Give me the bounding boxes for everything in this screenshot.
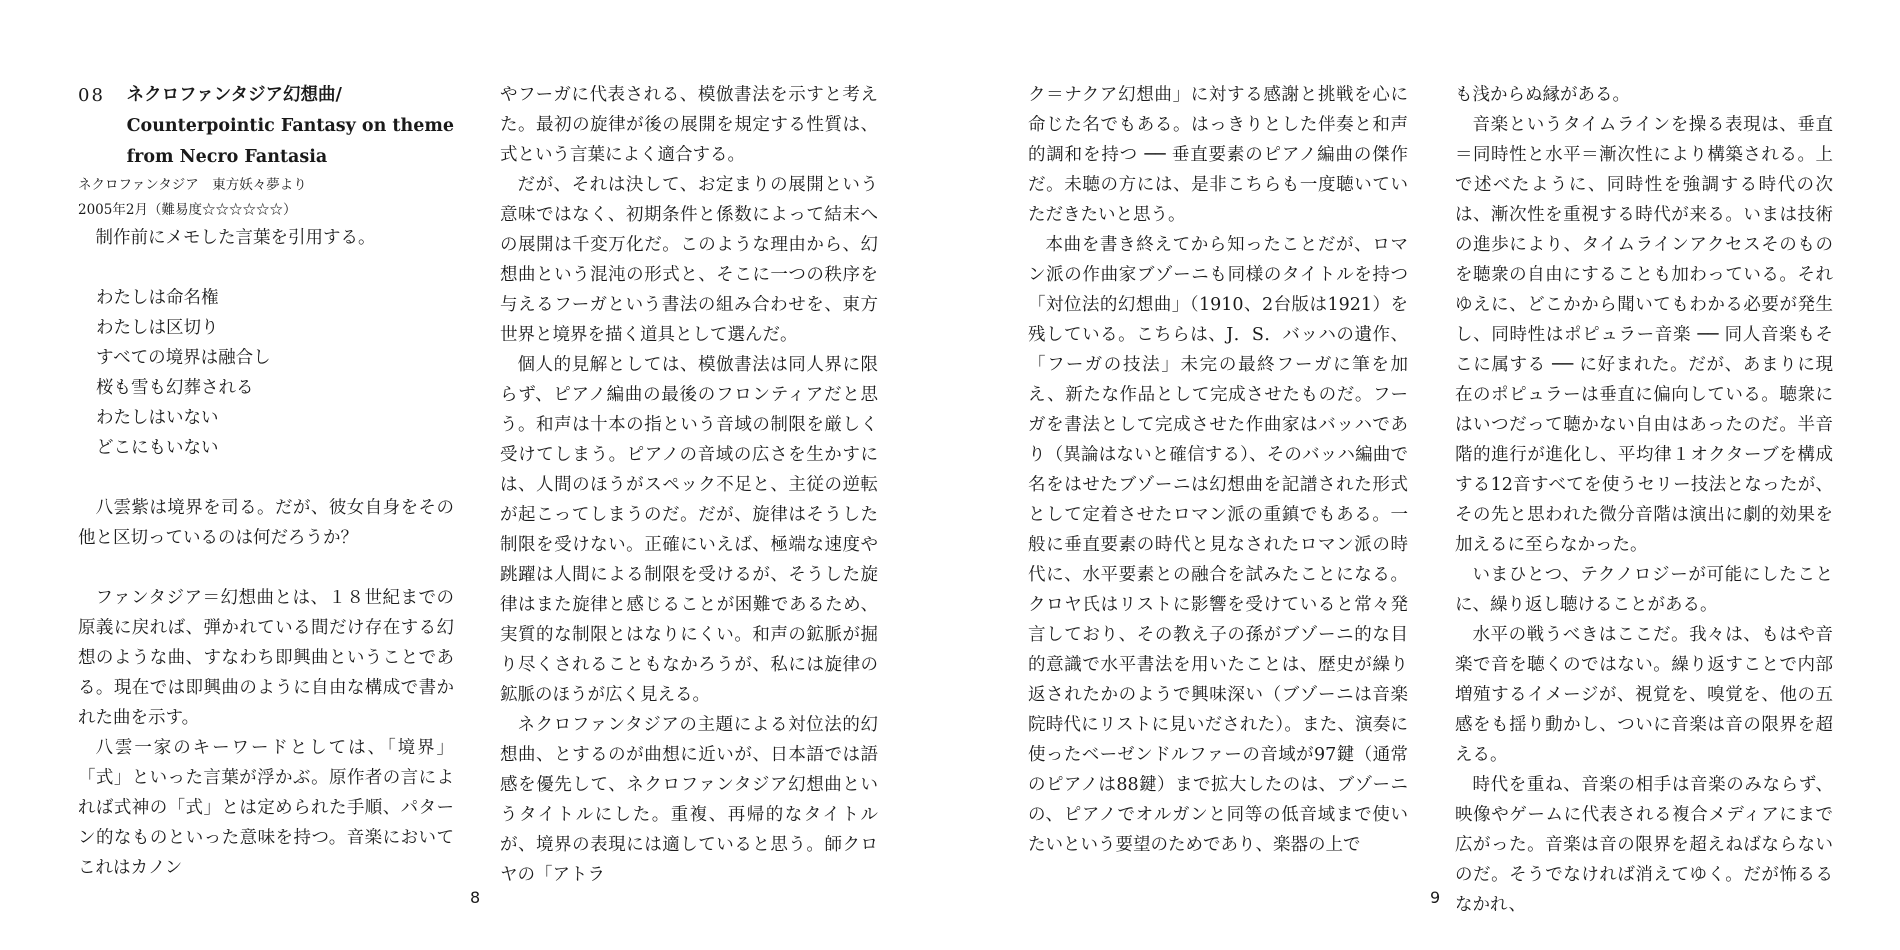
paragraph: 水平の戦うべきはここだ。我々は、もはや音楽で音を聴くのではない。繰り返すことで内部増殖するイメージが、視覚を、嗅覚を、他の五感をも揺り動かし、ついに音楽は音の限界を超える。 <box>1455 625 1833 765</box>
paragraph: だが、それは決して、お定まりの展開という意味ではなく、初期条件と係数によって結末への展開は千変万化だ。このような理由から、幻想曲という混沌の形式と、そこに一つの秩序を与えるフーガという書法の組み合わせを、東方世界と境界を描く道具として選んだ。 <box>500 175 878 345</box>
page-number: 9 <box>1430 888 1441 907</box>
memo-poem <box>78 283 454 463</box>
track-date-difficulty: 2005年2月（難易度☆☆☆☆☆☆） <box>78 202 297 218</box>
track-title-japanese: ネクロファンタジア幻想曲/ <box>126 85 342 105</box>
paragraph: 八雲紫は境界を司る。だが、彼女自身をその他と区切っているのは何だろうか？ <box>78 498 454 548</box>
right-column-2 <box>1455 80 1833 920</box>
paragraph: 本曲を書き終えてから知ったことだが、ロマン派の作曲家ブゾーニも同様のタイトルを持つ「対位法的幻想曲」（1910、2台版は1921）を残している。こちらは、J．S．バッハの遺作、「フーガの技法」未完の最終フーガに筆を加え、新たな作品として完成させたものだ。フーガを書法として完成させた作曲家はバッハであり（異論はないと確信する）、そのバッハ編曲で名をはせたブゾーニは幻想曲を記譜された形式として定着させたロマン派の重鎮でもある。一般に垂直要素の時代と見なされたロマン派の時代に、水平要素との融合を試みたことになる。クロヤ氏はリストに影響を受けていると常々発言しており、その教え子の孫がブゾーニ的な目的意識で水平書法を用いたことは、歴史が繰り返されたかのようで興味深い（ブゾーニは音楽院時代にリストに見いだされた）。また、演奏に使ったベーゼンドルファーの音域が97鍵（通常のピアノは88鍵）まで拡大したのは、ブゾーニの、ピアノでオルガンと同等の低音域まで使いたいという要望のためであり、楽器の上で <box>1028 235 1408 855</box>
paragraph: 個人的見解としては、模倣書法は同人界に限らず、ピアノ編曲の最後のフロンティアだと思う。和声は十本の指という音域の制限を厳しく受けてしまう。ピアノの音域の広さを生かすには、人間のほうがスペック不足と、主従の逆転が起こってしまうのだ。だが、旋律はそうした制限を受けない。正確にいえば、極端な速度や跳躍は人間による制限を受けるが、そうした旋律はまた旋律と感じることが困難であるため、実質的な制限とはなりにくい。和声の鉱脈が掘り尽くされることもなかろうが、私には旋律の鉱脈のほうが広く見える。 <box>500 355 878 705</box>
track-source: ネクロファンタジア 東方妖々夢より <box>78 177 307 193</box>
paragraph: やフーガに代表される、模倣書法を示すと考えた。最初の旋律が後の展開を規定する性質は、式という言葉によく適合する。 <box>500 85 878 165</box>
poem-line: すべての境界は融合し <box>96 348 271 368</box>
poem-line: わたしはいない <box>96 408 219 428</box>
paragraph: 制作前にメモした言葉を引用する。 <box>95 228 376 248</box>
paragraph: 八雲一家のキーワードとしては、「境界」「式」といった言葉が浮かぶ。原作者の言によれば式神の「式」とは定められた手順、パターン的なものといった意味を持つ。音楽においてこれはカノン <box>78 738 454 878</box>
left-column-2 <box>500 80 878 890</box>
track-header <box>78 80 454 173</box>
poem-line: わたしは区切り <box>96 318 219 338</box>
paragraph: も浅からぬ縁がある。 <box>1455 85 1630 105</box>
track-number: 08 <box>78 85 105 106</box>
track-title <box>127 80 454 173</box>
paragraph: ネクロファンタジアの主題による対位法的幻想曲、とするのが曲想に近いが、日本語では語感を優先して、ネクロファンタジア幻想曲というタイトルにした。重複、再帰的なタイトルが、境界の表現には適していると思う。師クロヤの「アトラ <box>500 715 878 885</box>
paragraph: ファンタジア＝幻想曲とは、１８世紀までの原義に戻れば、弾かれている間だけ存在する幻想のような曲、すなわち即興曲ということである。現在では即興曲のように自由な構成で書かれた曲を示す。 <box>78 588 454 728</box>
poem-line: どこにもいない <box>96 438 219 458</box>
paragraph: いまひとつ、テクノロジーが可能にしたことに、繰り返し聴けることがある。 <box>1455 565 1833 615</box>
track-title-english-1: Counterpointic Fantasy on theme <box>126 116 454 136</box>
right-page <box>950 0 1900 950</box>
track-title-english-2: from Necro Fantasia <box>126 147 328 167</box>
paragraph: ク＝ナクア幻想曲」に対する感謝と挑戦を心に命じた名でもある。はっきりとした伴奏と和声的調和を持つ ── 垂直要素のピアノ編曲の傑作だ。未聴の方には、是非こちらも一度聴いていただきたいと思う。 <box>1028 85 1408 225</box>
poem-line: わたしは命名権 <box>96 288 219 308</box>
right-column-1 <box>1028 80 1408 860</box>
poem-line: 桜も雪も幻葬される <box>96 378 254 398</box>
paragraph: 音楽というタイムラインを操る表現は、垂直＝同時性と水平＝漸次性により構築される。上で述べたように、同時性を強調する時代の次は、漸次性を重視する時代が来る。いまは技術の進歩により、タイムラインアクセスそのものを聴衆の自由にすることも加わっている。それゆえに、どこかから聞いてもわかる必要が発生し、同時性はポピュラー音楽 ── 同人音楽もそこに属する ── に好まれた。だが、あまりに現在のポピュラーは垂直に偏向している。聴衆にはいつだって聴かない自由はあったのだ。半音階的進行が進化し、平均律１オクターブを構成する12音すべてを使うセリー技法となったが、その先と思われた微分音階は演出に劇的効果を加えるに至らなかった。 <box>1455 115 1833 555</box>
page-number: 8 <box>470 888 481 907</box>
paragraph: 時代を重ね、音楽の相手は音楽のみならず、映像やゲームに代表される複合メディアにまで広がった。音楽は音の限界を超えねばならないのだ。そうでなければ消えてゆく。だが怖るるなかれ、 <box>1455 775 1833 915</box>
left-column-1 <box>78 80 454 883</box>
